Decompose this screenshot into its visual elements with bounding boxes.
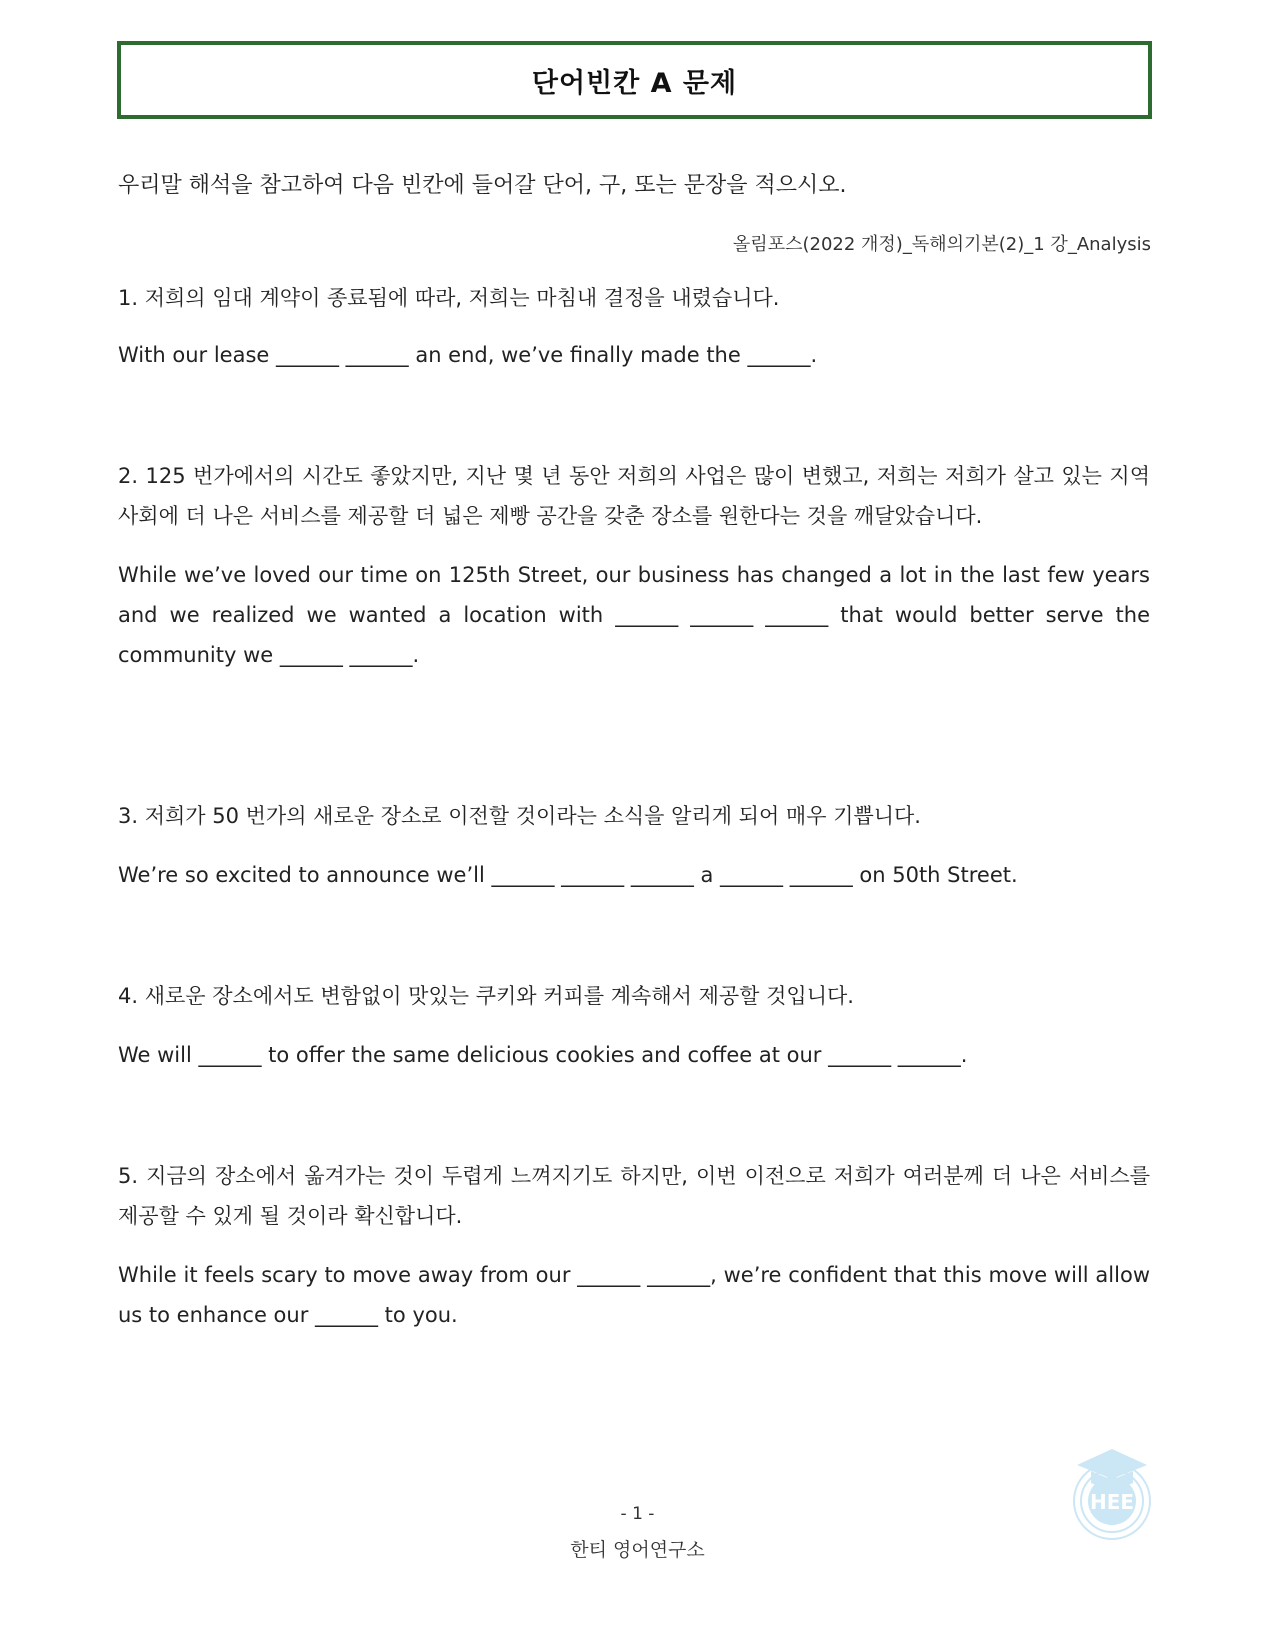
question-4-korean: 4. 새로운 장소에서도 변함없이 맛있는 쿠키와 커피를 계속해서 제공할 것입니다. xyxy=(118,984,854,1008)
title-box xyxy=(117,41,1152,119)
question-5 xyxy=(118,1156,1150,1335)
footer-text: 한티 영어연구소 xyxy=(570,1539,705,1561)
question-5-korean: 5. 지금의 장소에서 옮겨가는 것이 두렵게 느껴지기도 하지만, 이번 이전으로 저희가 여러분께 더 나은 서비스를 제공할 수 있게 될 것이라 확신합니다. xyxy=(118,1164,1150,1228)
question-1 xyxy=(118,278,1150,375)
question-1-korean: 1. 저희의 임대 계약이 종료됨에 따라, 저희는 마침내 결정을 내렸습니다. xyxy=(118,286,780,310)
question-3 xyxy=(118,796,1150,895)
page-number: - 1 - xyxy=(620,1504,655,1524)
graduation-cap-icon xyxy=(1077,1449,1147,1479)
question-3-korean: 3. 저희가 50 번가의 새로운 장소로 이전할 것이라는 소식을 알리게 되어 매우 기쁩니다. xyxy=(118,804,921,828)
question-3-english: We’re so excited to announce we’ll ______ ______ ______ a ______ ______ on 50th Street. xyxy=(118,863,1018,887)
question-4 xyxy=(118,976,1150,1075)
hee-logo-icon xyxy=(1069,1443,1155,1543)
logo-text: HEE xyxy=(1089,1490,1135,1514)
question-5-english: While it feels scary to move away from our ______ ______, we’re confident that this move will allow us to enhance our ______ to you. xyxy=(118,1263,1150,1327)
question-2-english: While we’ve loved our time on 125th Street, our business has changed a lot in the last few years and we realized we wanted a location with ______ ______ ______ that would better serve the community we ______ ______. xyxy=(118,563,1150,667)
question-1-english: With our lease ______ ______ an end, we’ve finally made the ______. xyxy=(118,343,818,367)
page-title: 단어빈칸 A 문제 xyxy=(531,67,738,99)
question-2-korean: 2. 125 번가에서의 시간도 좋았지만, 지난 몇 년 동안 저희의 사업은 많이 변했고, 저희는 저희가 살고 있는 지역 사회에 더 나은 서비스를 제공할 더 넓은 제빵 공간을 갖춘 장소를 원한다는 것을 깨달았습니다. xyxy=(118,464,1150,528)
question-4-english: We will ______ to offer the same delicious cookies and coffee at our ______ ______. xyxy=(118,1043,968,1067)
instruction-text: 우리말 해석을 참고하여 다음 빈칸에 들어갈 단어, 구, 또는 문장을 적으시오. xyxy=(118,173,847,198)
source-label: 올림포스(2022 개정)_독해의기본(2)_1 강_Analysis xyxy=(732,234,1151,255)
question-2 xyxy=(118,456,1150,675)
